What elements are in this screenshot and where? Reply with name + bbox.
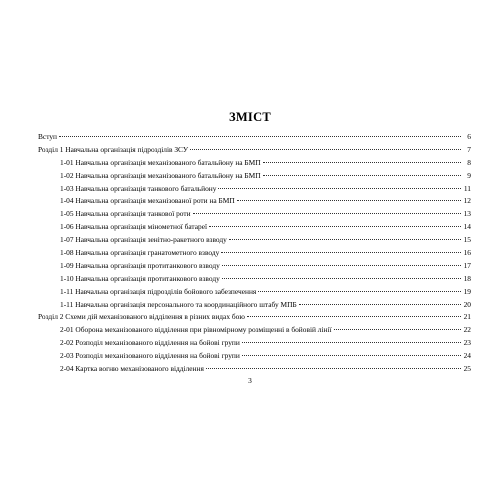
table-of-contents: [38, 131, 471, 376]
toc-entry-page: 14: [463, 222, 471, 232]
dot-leader: [59, 136, 461, 137]
toc-entry-page: 15: [463, 235, 471, 245]
dot-leader: [221, 252, 461, 253]
toc-entry[interactable]: [38, 311, 471, 324]
toc-entry-title: 2-02 Розподіл механізованого відділення на бойові групи: [60, 338, 240, 348]
toc-entry[interactable]: [38, 247, 471, 260]
toc-entry-title: 1-06 Навчальна організація мінометної батареї: [60, 222, 208, 232]
dot-leader: [237, 200, 461, 201]
dot-leader: [229, 239, 461, 240]
toc-entry[interactable]: [38, 144, 471, 157]
dot-leader: [206, 368, 461, 369]
dot-leader: [263, 162, 461, 163]
toc-entry[interactable]: [38, 324, 471, 337]
toc-entry[interactable]: [38, 157, 471, 170]
toc-entry-title: 1-09 Навчальна організація протитанкового взводу: [60, 260, 220, 270]
dot-leader: [263, 175, 461, 176]
toc-entry-title: 1-01 Навчальна організація механізованого батальйону на БМП: [60, 157, 261, 167]
page-title: ЗМІСТ: [228, 110, 272, 124]
toc-entry-page: 12: [463, 196, 471, 206]
toc-entry-title: 1-11 Навчальна організація підрозділів бойового забезпечення: [60, 286, 257, 296]
toc-entry[interactable]: [38, 299, 471, 312]
toc-entry-title: 1-11 Навчальна організація персонального та координаційного штабу МПБ: [60, 299, 297, 309]
toc-entry-title: Розділ 2 Схеми дій механізованого відділення в різних видах бою: [38, 312, 245, 322]
toc-entry-page: 25: [463, 364, 471, 374]
toc-entry-page: 13: [463, 209, 471, 219]
toc-entry[interactable]: [38, 363, 471, 376]
toc-entry-page: 7: [467, 144, 471, 154]
toc-entry[interactable]: [38, 183, 471, 196]
toc-entry-page: 8: [467, 157, 471, 167]
toc-entry[interactable]: [38, 286, 471, 299]
dot-leader: [334, 329, 461, 330]
dot-leader: [242, 355, 461, 356]
toc-entry-page: 11: [463, 183, 471, 193]
toc-entry-title: Розділ 1 Навчальна організація підрозділів ЗСУ: [38, 144, 189, 154]
toc-entry[interactable]: [38, 234, 471, 247]
toc-entry[interactable]: [38, 170, 471, 183]
dot-leader: [190, 149, 461, 150]
toc-entry-page: 9: [467, 170, 471, 180]
toc-entry-page: 20: [463, 299, 471, 309]
toc-entry-page: 17: [463, 260, 471, 270]
toc-entry-title: 1-04 Навчальна організація механізованої роти на БМП: [60, 196, 235, 206]
toc-entry-title: 2-04 Картка вогню механізованого відділення: [60, 364, 204, 374]
toc-entry[interactable]: [38, 221, 471, 234]
dot-leader: [258, 291, 461, 292]
toc-entry-page: 23: [463, 338, 471, 348]
dot-leader: [222, 265, 461, 266]
toc-entry-title: 1-08 Навчальна організація гранатометного взводу: [60, 248, 220, 258]
toc-entry-title: 2-01 Оборона механізованого відділення при рівномірному розміщенні в бойовій лінії: [60, 325, 332, 335]
dot-leader: [299, 304, 461, 305]
toc-entry[interactable]: [38, 337, 471, 350]
toc-entry[interactable]: [38, 273, 471, 286]
dot-leader: [209, 226, 461, 227]
toc-entry-title: 1-10 Навчальна організація протитанкового взводу: [60, 273, 220, 283]
dot-leader: [242, 342, 461, 343]
toc-entry[interactable]: [38, 260, 471, 273]
toc-entry[interactable]: [38, 131, 471, 144]
dot-leader: [193, 213, 461, 214]
toc-entry[interactable]: [38, 195, 471, 208]
dot-leader: [247, 316, 461, 317]
toc-entry-page: 24: [463, 351, 471, 361]
dot-leader: [222, 278, 461, 279]
toc-entry-title: 1-05 Навчальна організація танкової роти: [60, 209, 191, 219]
toc-entry-title: 1-03 Навчальна організація танкового батальйону: [60, 183, 217, 193]
dot-leader: [218, 188, 461, 189]
toc-entry-page: 6: [467, 132, 471, 141]
page-number: 3: [248, 376, 252, 385]
toc-entry-title: 1-02 Навчальна організація механізованого батальйону на БМП: [60, 170, 261, 180]
toc-entry[interactable]: [38, 350, 471, 363]
toc-entry-title: 1-07 Навчальна організація зенітно-ракетного взводу: [60, 235, 227, 245]
toc-entry-page: 21: [463, 312, 471, 322]
toc-entry-page: 19: [463, 286, 471, 296]
toc-entry[interactable]: [38, 208, 471, 221]
toc-entry-page: 16: [463, 248, 471, 258]
toc-entry-title: 2-03 Розподіл механізованого відділення на бойові групи: [60, 351, 240, 361]
toc-entry-page: 22: [463, 325, 471, 335]
toc-entry-title: Вступ: [38, 132, 57, 141]
toc-entry-page: 18: [463, 273, 471, 283]
